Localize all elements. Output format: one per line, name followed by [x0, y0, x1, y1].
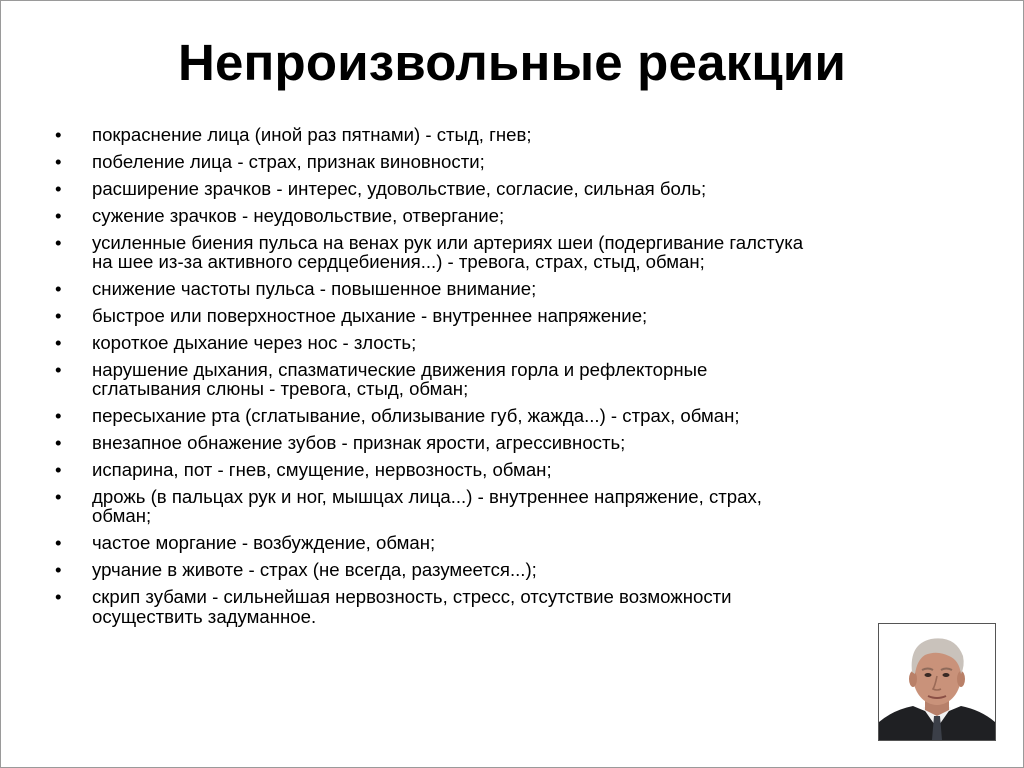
- bullet-item: [55, 433, 975, 453]
- bullet-text: усиленные биения пульса на венах рук или артериях шеи (подергивание галстука на шее из-за активного сердцебиения...) - тревога, страх, стыд, обман;: [92, 231, 804, 273]
- bullet-item: [55, 560, 975, 580]
- bullet-text: пересыхание рта (сглатывание, облизывание губ, жажда...) - страх, обман;: [92, 405, 740, 427]
- bullet-item: [55, 279, 975, 299]
- bullet-dot-icon: •: [55, 150, 62, 172]
- bullet-item: [55, 360, 975, 399]
- bullet-item: [55, 206, 975, 226]
- bullet-dot-icon: •: [55, 458, 62, 480]
- bullet-text: снижение частоты пульса - повышенное внимание;: [92, 278, 537, 300]
- bullet-dot-icon: •: [55, 358, 62, 380]
- bullet-item: [55, 306, 975, 326]
- bullet-text: сужение зрачков - неудовольствие, отвергание;: [92, 204, 505, 226]
- bullet-item: [55, 333, 975, 353]
- bullet-text: побеление лица - страх, признак виновности;: [92, 150, 485, 172]
- bullet-text: расширение зрачков - интерес, удовольствие, согласие, сильная боль;: [92, 177, 707, 199]
- bullet-dot-icon: •: [55, 559, 62, 581]
- bullet-item: [55, 179, 975, 199]
- bullet-item: [55, 233, 975, 272]
- bullet-text: внезапное обнажение зубов - признак ярости, агрессивность;: [92, 432, 626, 454]
- bullet-text: частое моргание - возбуждение, обман;: [92, 532, 436, 554]
- bullet-dot-icon: •: [55, 586, 62, 608]
- bullet-text: дрожь (в пальцах рук и ног, мышцах лица...) - внутреннее напряжение, страх, обман;: [92, 485, 762, 527]
- bullet-text: скрип зубами - сильнейшая нервозность, стресс, отсутствие возможности осуществить задуманное.: [92, 586, 732, 627]
- portrait-image: [878, 623, 996, 741]
- bullet-dot-icon: •: [55, 405, 62, 427]
- bullet-item: [55, 152, 975, 172]
- bullet-text: испарина, пот - гнев, смущение, нервозность, обман;: [92, 458, 552, 480]
- bullet-text: покраснение лица (иной раз пятнами) - стыд, гнев;: [92, 124, 532, 145]
- bullet-dot-icon: •: [55, 331, 62, 353]
- bullet-item: [55, 487, 975, 526]
- slide-title: Непроизвольные реакции: [177, 34, 847, 91]
- bullet-item: [55, 460, 975, 480]
- bullet-dot-icon: •: [55, 278, 62, 300]
- bullet-item: [55, 406, 975, 426]
- bullet-dot-icon: •: [55, 177, 62, 199]
- bullet-dot-icon: •: [55, 231, 62, 253]
- bullet-text: нарушение дыхания, спазматические движения горла и рефлекторные сглатывания слюны - тревога, стыд, обман;: [92, 358, 708, 400]
- bullet-dot-icon: •: [55, 485, 62, 507]
- man-portrait-icon: [879, 624, 995, 740]
- bullet-dot-icon: •: [55, 124, 62, 145]
- bullet-dot-icon: •: [55, 532, 62, 554]
- bullet-item: [55, 125, 975, 145]
- bullet-text: урчание в животе - страх (не всегда, разумеется...);: [92, 559, 537, 581]
- bullet-dot-icon: •: [55, 304, 62, 326]
- bullet-dot-icon: •: [55, 432, 62, 454]
- bullet-dot-icon: •: [55, 204, 62, 226]
- bullet-item: [55, 533, 975, 553]
- bullet-text: быстрое или поверхностное дыхание - внутреннее напряжение;: [92, 304, 648, 326]
- bullet-text: короткое дыхание через нос - злость;: [92, 331, 417, 353]
- bullet-item: [55, 587, 975, 626]
- bullet-list: [55, 125, 975, 634]
